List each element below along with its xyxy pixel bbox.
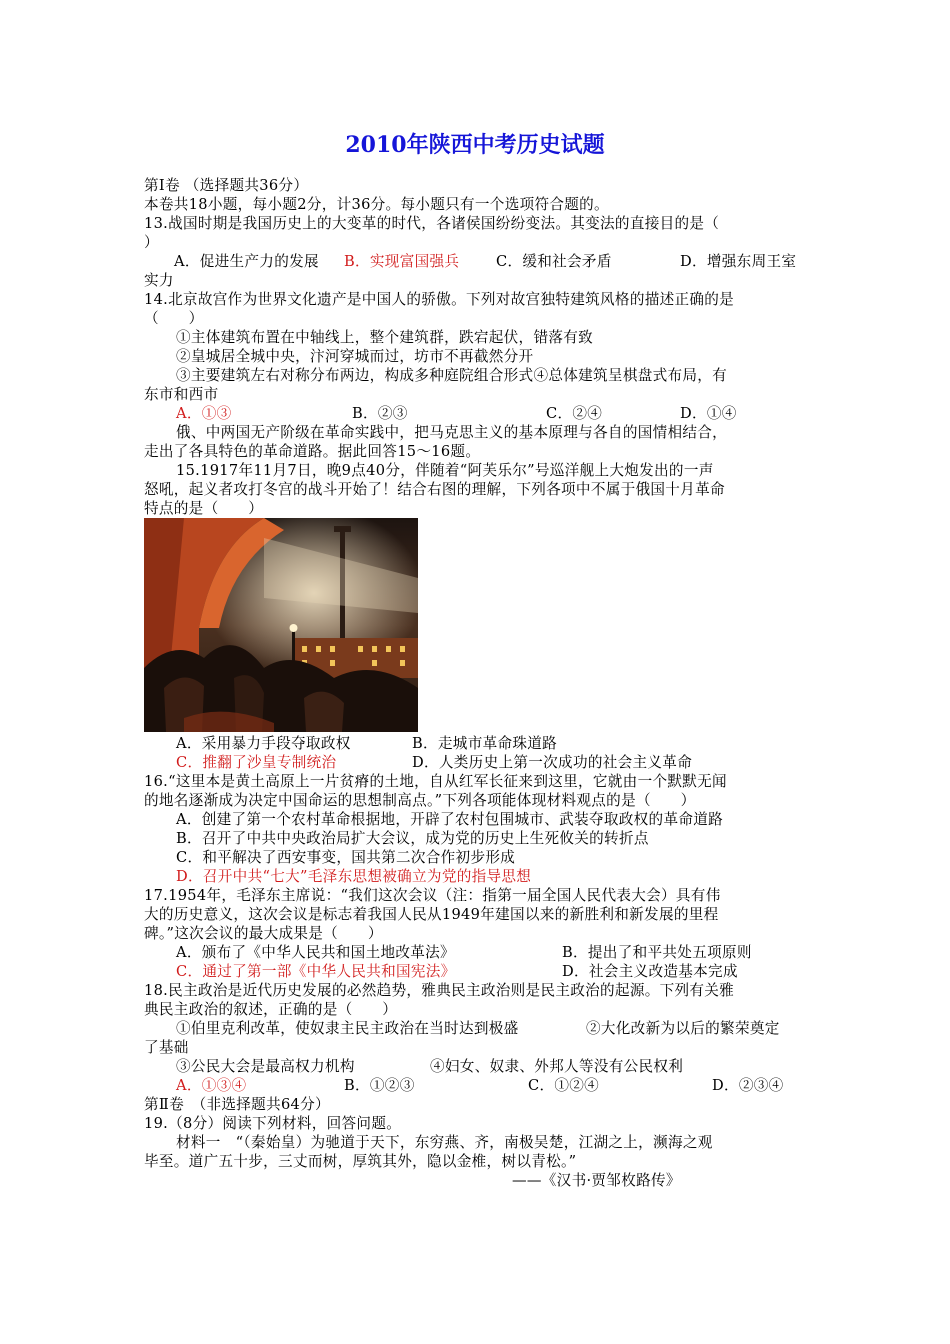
- q17-option-b: B．提出了和平共处五项原则: [562, 944, 752, 961]
- intro-15-16-line1: 俄、中两国无产阶级在革命实践中，把马克思主义的基本原理与各自的国情相结合，: [176, 424, 728, 441]
- q14-item-3: ③主要建筑左右对称分布两边，构成多种庭院组合形式④总体建筑呈棋盘式布局，有: [176, 367, 728, 384]
- q19-source: ——《汉书·贾邹枚路传》: [512, 1172, 681, 1189]
- q14-option-b: B．②③: [352, 405, 408, 422]
- intro-15-16-line2: 走出了各具特色的革命道路。据此回答15～16题。: [144, 443, 481, 460]
- q13-stem: 13.战国时期是我国历史上的大变革的时代，各诸侯国纷纷变法。其变法的直接目的是（: [144, 215, 720, 232]
- q15-option-b: B．走城市革命珠道路: [412, 735, 558, 752]
- q14-item-2: ②皇城居全城中央，汴河穿城而过，坊市不再截然分开: [176, 348, 534, 365]
- q18-option-a-answer: A．①③④: [176, 1077, 247, 1094]
- q14-item-1: ①主体建筑布置在中轴线上，整个建筑群，跌宕起伏，错落有致: [176, 329, 594, 346]
- q18-option-b: B．①②③: [344, 1077, 415, 1094]
- q13-stem-end: ）: [144, 234, 159, 251]
- q14-stem: 14.北京故宫作为世界文化遗产是中国人的骄傲。下列对故宫独特建筑风格的描述正确的是: [144, 291, 735, 308]
- q13-option-c: C．缓和社会矛盾: [496, 253, 612, 270]
- q16-stem: 16.“这里本是黄土高原上一片贫瘠的土地，自从红军长征来到这里，它就由一个默默无闻: [144, 773, 727, 790]
- q14-option-a-answer: A．①③: [176, 405, 232, 422]
- q17-stem-2: 大的历史意义，这次会议是标志着我国人民从1949年建国以来的新胜利和新发展的里程: [144, 906, 719, 923]
- q17-option-d: D．社会主义改造基本完成: [562, 963, 738, 980]
- q17-option-c-answer: C．通过了第一部《中华人民共和国宪法》: [176, 963, 456, 980]
- q19-material-1-cont: 毕至。道广五十步，三丈而树，厚筑其外，隐以金椎，树以青松。”: [144, 1153, 577, 1170]
- q18-item-4: ④妇女、奴隶、外邦人等没有公民权利: [430, 1058, 684, 1075]
- q16-option-b: B．召开了中共中央政治局扩大会议，成为党的历史上生死攸关的转折点: [176, 830, 649, 847]
- q15-option-c-answer: C．推翻了沙皇专制统治: [176, 754, 337, 771]
- q18-item-3: ③公民大会是最高权力机构: [176, 1058, 355, 1075]
- page-title: 2010年陕西中考历史试题: [345, 132, 605, 158]
- q19-material-1: 材料一 “（秦始皇）为驰道于天下，东穷燕、齐，南极吴楚，江湖之上，濒海之观: [176, 1134, 713, 1151]
- q18-option-c: C．①②④: [528, 1077, 600, 1094]
- q13-option-a: A．促进生产力的发展: [174, 253, 319, 270]
- part2-heading: 第Ⅱ卷 （非选择题共64分）: [144, 1096, 330, 1113]
- q18-stem: 18.民主政治是近代历史发展的必然趋势，雅典民主政治则是民主政治的起源。下列有关雅: [144, 982, 735, 999]
- q14-option-d: D．①④: [680, 405, 737, 422]
- q15-stem: 15.1917年11月7日，晚9点40分，伴随着“阿芙乐尔”号巡洋舰上大炮发出的一声: [176, 462, 714, 479]
- q18-item-1: ①伯里克利改革，使奴隶主民主政治在当时达到极盛: [176, 1020, 519, 1037]
- q15-stem-3: 特点的是（ ）: [144, 500, 264, 517]
- winter-palace-storming-painting: [144, 518, 418, 732]
- q15-option-d: D．人类历史上第一次成功的社会主义革命: [412, 754, 693, 771]
- q15-stem-2: 怒吼，起义者攻打冬宫的战斗开始了！结合右图的理解，下列各项中不属于俄国十月革命: [144, 481, 725, 498]
- q16-option-c: C．和平解决了西安事变，国共第二次合作初步形成: [176, 849, 516, 866]
- q18-item-2: ②大化改新为以后的繁荣奠定: [586, 1020, 780, 1037]
- q18-option-d: D．②③④: [712, 1077, 784, 1094]
- q14-item-3-cont: 东市和西市: [144, 386, 219, 403]
- q13-option-d: D．增强东周王室: [680, 253, 797, 270]
- q16-option-a: A．创建了第一个农村革命根据地，开辟了农村包围城市、武装夺取政权的革命道路: [176, 811, 724, 828]
- q13-option-d-cont: 实力: [144, 272, 174, 289]
- q14-option-c: C．②④: [546, 405, 603, 422]
- q13-option-b-answer: B．实现富国强兵: [344, 253, 460, 270]
- part1-instruction: 本卷共18小题，每小题2分，计36分。每小题只有一个选项符合题的。: [144, 196, 609, 213]
- part1-heading: 第Ⅰ卷 （选择题共36分）: [144, 177, 309, 194]
- q18-stem-2: 典民主政治的叙述，正确的是（ ）: [144, 1001, 398, 1018]
- q16-stem-2: 的地名逐渐成为决定中国命运的思想制高点。”下列各项能体现材料观点的是（ ）: [144, 792, 696, 809]
- q14-stem-end: （ ）: [144, 310, 204, 327]
- q18-item-2-cont: 了基础: [144, 1039, 189, 1056]
- q16-option-d-answer: D．召开中共“七大”毛泽东思想被确立为党的指导思想: [176, 868, 532, 885]
- q17-stem: 17.1954年，毛泽东主席说：“我们这次会议（注：指第一届全国人民代表大会）具有伟: [144, 887, 721, 904]
- q17-option-a: A．颁布了《中华人民共和国土地改革法》: [176, 944, 455, 961]
- q15-option-a: A．采用暴力手段夺取政权: [176, 735, 351, 752]
- q17-stem-3: 碑。”这次会议的最大成果是（ ）: [144, 925, 383, 942]
- q19-stem: 19.（8分）阅读下列材料，回答问题。: [144, 1115, 402, 1132]
